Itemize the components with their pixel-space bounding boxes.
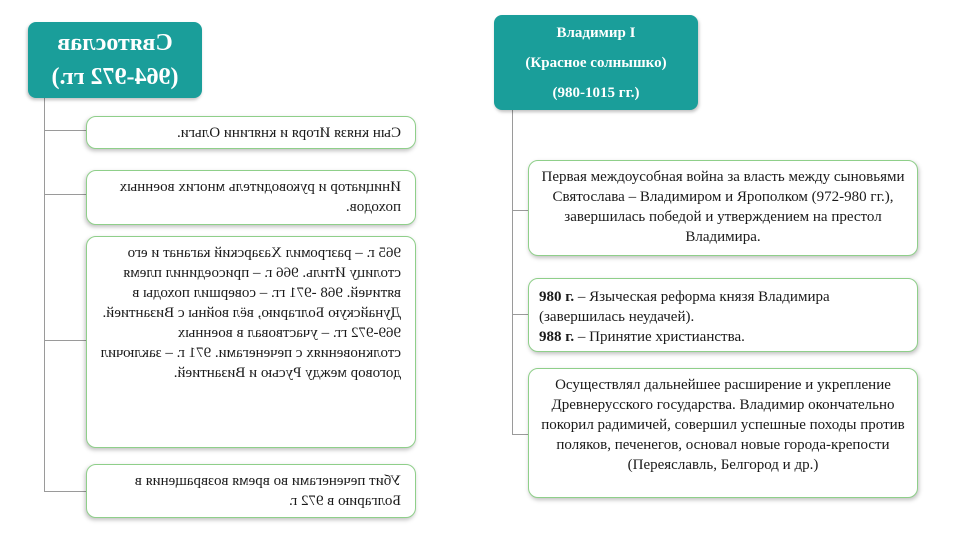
left-connector-4 xyxy=(44,491,86,492)
svyatoslav-fact-death: Убит печенегами во время возвращения в Болгарию в 972 г. xyxy=(86,464,416,518)
vladimir-fact-war: Первая междоусобная война за власть между сыновьями Святослава – Владимиром и Ярополком (972-980 гг.), завершилась победой и утверждением на престол Владимира. xyxy=(528,160,918,256)
vladimir-header xyxy=(494,15,698,110)
svyatoslav-years: (964-972 гг.) xyxy=(51,64,179,90)
svyatoslav-name: Святослав xyxy=(57,30,173,56)
left-connector-3 xyxy=(44,340,86,341)
christianity-year: 988 г. xyxy=(539,329,575,345)
vladimir-name: Владимир I xyxy=(556,24,636,41)
reform-text: – Языческая реформа князя Владимира (завершилась неудачей). xyxy=(539,289,830,325)
vladimir-years: (980-1015 гг.) xyxy=(552,84,640,101)
left-connector-2 xyxy=(44,194,86,195)
reform-year: 980 г. xyxy=(539,289,575,305)
svyatoslav-fact-campaigns: Инициатор и руководитель многих военных походов. xyxy=(86,170,416,225)
vladimir-fact-reforms xyxy=(528,278,918,352)
christianity-text: – Принятие христианства. xyxy=(574,329,745,345)
vladimir-nickname: (Красное солнышко) xyxy=(525,54,667,71)
left-connector-1 xyxy=(44,130,86,131)
right-connector-1 xyxy=(512,210,528,211)
vladimir-fact-expansion: Осуществлял дальнейшее расширение и укрепление Древнерусского государства. Владимир окончательно покорил радимичей, совершил успешные походы против поляков, печенегов, основал новые города-крепости (Переяславль, Белгород и др.) xyxy=(528,368,918,498)
svyatoslav-header xyxy=(28,22,202,98)
svyatoslav-fact-chronology: 965 г. – разгромил Хазарский каганат и его столицу Итиль. 966 г. – присоединил племя вятичей. 968 -971 гг. – совершил походы в Дунайскую Болгарию, вёл войны с Византией. 969-972 гг. – участвовал в военных столкновениях с печенегами. 971 г. – заключил договор между Русью и Византией. xyxy=(86,236,416,448)
svyatoslav-fact-parents: Сын князя Игоря и княгини Ольги. xyxy=(86,116,416,149)
right-connector-3 xyxy=(512,434,528,435)
left-connector-vertical xyxy=(44,98,45,492)
right-connector-vertical xyxy=(512,110,513,435)
right-connector-2 xyxy=(512,314,528,315)
